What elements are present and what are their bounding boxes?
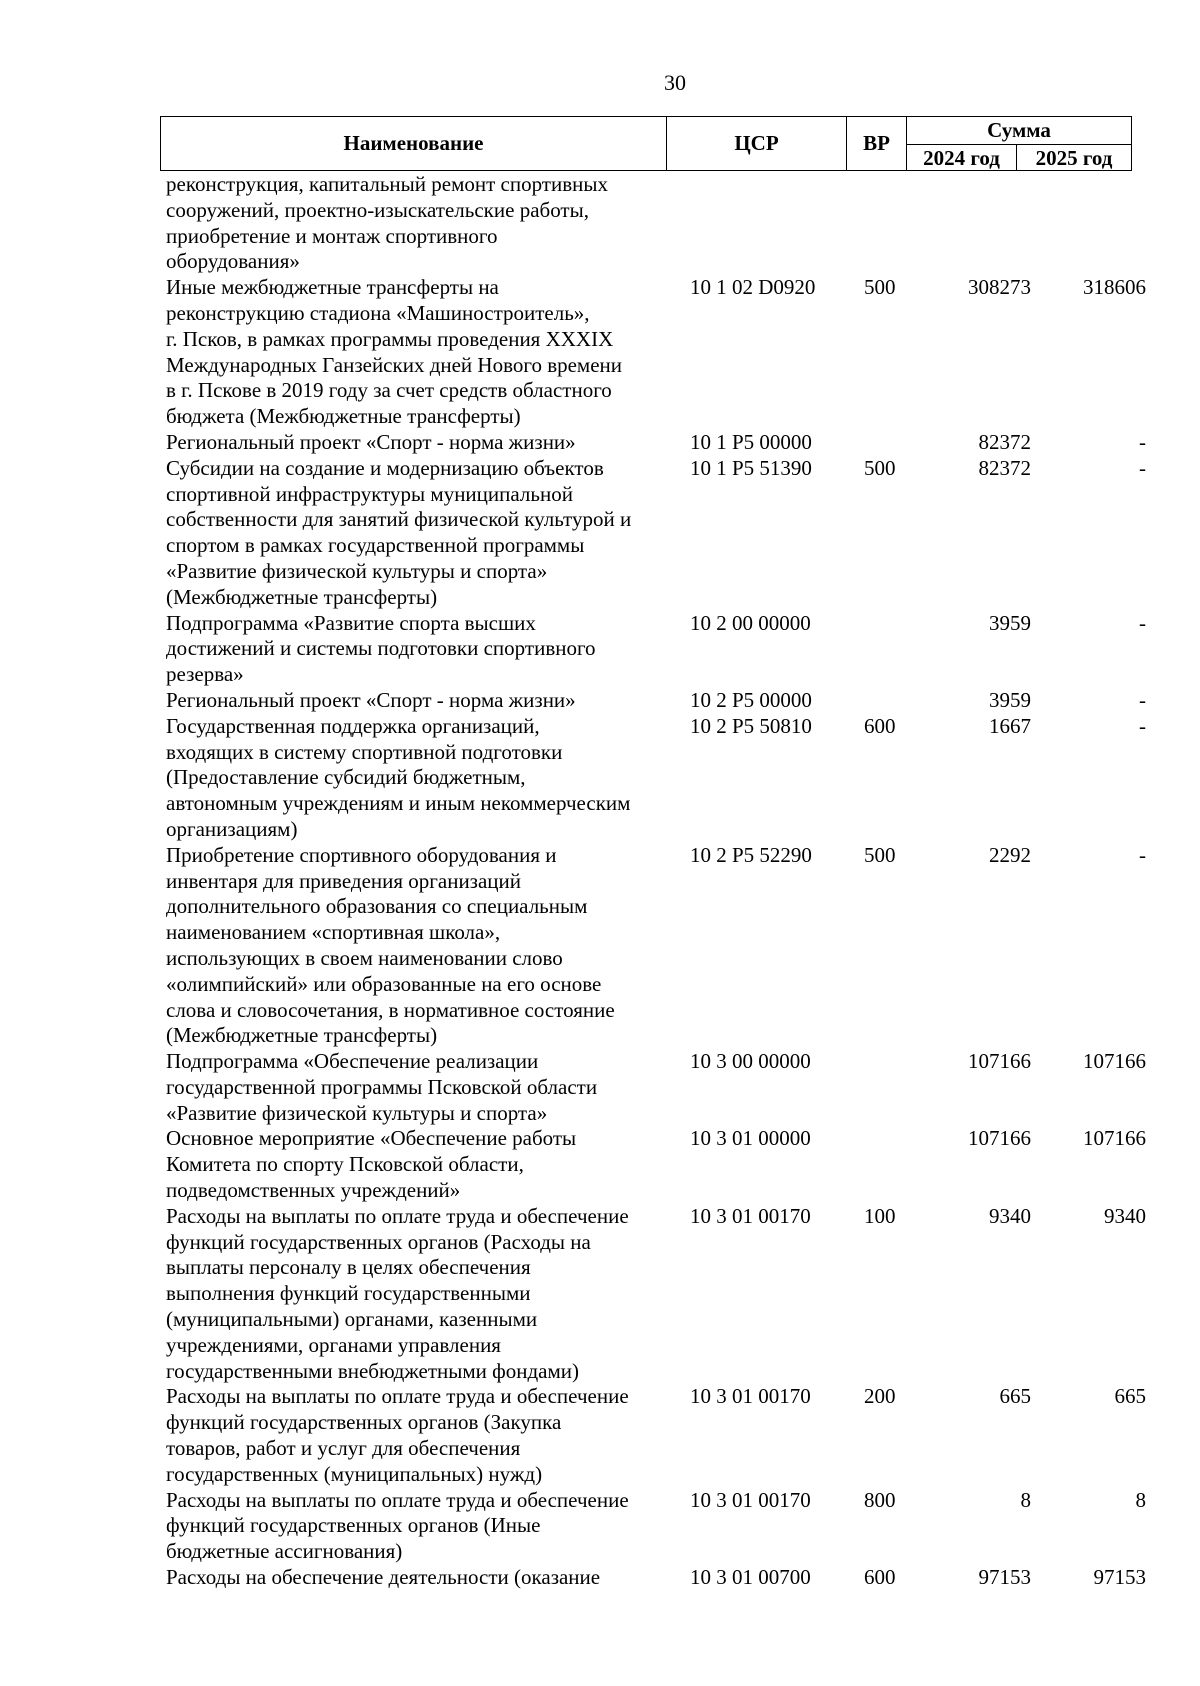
table-header xyxy=(160,116,1132,171)
row-sum-2025: - xyxy=(1139,429,1146,454)
table-row xyxy=(166,456,1166,611)
row-name: Региональный проект «Спорт - норма жизни» xyxy=(166,687,576,712)
row-csr: 10 3 01 00170 xyxy=(690,1203,811,1228)
row-csr: 10 2 P5 52290 xyxy=(690,842,812,867)
row-sum-2024: 82372 xyxy=(978,429,1031,454)
row-sum-2024: 308273 xyxy=(968,275,1031,300)
row-vr: 600 xyxy=(864,713,896,738)
row-vr: 500 xyxy=(864,455,896,480)
row-sum-2024: 2292 xyxy=(989,842,1031,867)
table-row xyxy=(166,714,1166,843)
row-name: Расходы на выплаты по оплате труда и обеспечение функций государственных органов (Расходы на выплаты персоналу в целях обеспечения выполнения функций государственными (муниципальными) органами, казенными учреждениями, органами управления государственными внебюджетными фондами) xyxy=(166,1203,629,1383)
table-row xyxy=(166,843,1166,1049)
header-sum: Сумма xyxy=(907,117,1131,145)
row-vr: 200 xyxy=(864,1384,896,1409)
row-vr: 800 xyxy=(864,1487,896,1512)
row-csr: 10 3 01 00170 xyxy=(690,1487,811,1512)
header-name: Наименование xyxy=(161,117,667,170)
row-name: Расходы на выплаты по оплате труда и обеспечение функций государственных органов (Закупка товаров, работ и услуг для обеспечения государственных (муниципальных) нужд) xyxy=(166,1384,629,1486)
row-csr: 10 3 01 00170 xyxy=(690,1384,811,1409)
row-sum-2024: 1667 xyxy=(989,713,1031,738)
table-row xyxy=(166,611,1166,688)
table-row xyxy=(166,430,1166,456)
row-sum-2025: 665 xyxy=(1114,1384,1146,1409)
row-name: Государственная поддержка организаций, входящих в систему спортивной подготовки (Предоставление субсидий бюджетным, автономным учреждениям и иным некоммерческим организациям) xyxy=(166,713,631,841)
table-row xyxy=(166,1488,1166,1565)
page-number: 30 xyxy=(664,70,686,95)
table-row xyxy=(166,688,1166,714)
header-vr: ВР xyxy=(847,117,907,170)
row-sum-2025: 8 xyxy=(1135,1487,1146,1512)
row-sum-2025: - xyxy=(1139,687,1146,712)
row-name: реконструкция, капитальный ремонт спортивных сооружений, проектно-изыскательские работы, приобретение и монтаж спортивного оборудования» xyxy=(166,172,608,274)
row-csr: 10 2 00 00000 xyxy=(690,610,811,635)
row-sum-2024: 107166 xyxy=(968,1126,1031,1151)
table-row xyxy=(166,1384,1166,1487)
row-csr: 10 3 01 00700 xyxy=(690,1565,811,1590)
table-body xyxy=(166,172,1166,1591)
row-name: Приобретение спортивного оборудования и инвентаря для приведения организаций дополнительного образования со специальным наименованием «спортивная школа», использующих в своем наименовании слово «олимпийский» или образованные на его основе слова и словосочетания, в нормативное состояние (Межбюджетные трансферты) xyxy=(166,842,615,1048)
header-csr: ЦСР xyxy=(667,117,847,170)
table-row xyxy=(166,275,1166,430)
row-sum-2024: 3959 xyxy=(989,687,1031,712)
row-csr: 10 3 01 00000 xyxy=(690,1126,811,1151)
row-vr: 500 xyxy=(864,842,896,867)
header-year-2024: 2024 год xyxy=(907,145,1017,171)
row-csr: 10 2 P5 00000 xyxy=(690,687,812,712)
row-csr: 10 1 P5 00000 xyxy=(690,429,812,454)
row-name: Основное мероприятие «Обеспечение работы Комитета по спорту Псковской области, подведомственных учреждений» xyxy=(166,1126,577,1203)
row-csr: 10 3 00 00000 xyxy=(690,1049,811,1074)
table-row xyxy=(166,1126,1166,1203)
row-name: Подпрограмма «Обеспечение реализации государственной программы Псковской области «Развитие физической культуры и спорта» xyxy=(166,1049,598,1125)
table-row xyxy=(166,172,1166,275)
row-sum-2024: 82372 xyxy=(978,455,1031,480)
row-name: Иные межбюджетные трансферты на реконструкцию стадиона «Машиностроитель», г. Псков, в рамках программы проведения XXXIX Международных Ганзейских дней Нового времени в г. Пскове в 2019 году за счет средств областного бюджета (Межбюджетные трансферты) xyxy=(166,275,623,429)
row-sum-2024: 9340 xyxy=(989,1203,1031,1228)
row-sum-2024: 665 xyxy=(999,1384,1031,1409)
row-name: Подпрограмма «Развитие спорта высших достижений и системы подготовки спортивного резерва» xyxy=(166,610,596,687)
row-sum-2025: - xyxy=(1139,842,1146,867)
row-vr: 500 xyxy=(864,275,896,300)
row-sum-2025: - xyxy=(1139,455,1146,480)
row-name: Расходы на обеспечение деятельности (оказание xyxy=(166,1565,601,1590)
table-row xyxy=(166,1049,1166,1126)
row-sum-2025: 97153 xyxy=(1093,1565,1146,1590)
row-vr: 600 xyxy=(864,1565,896,1590)
row-sum-2025: 9340 xyxy=(1104,1203,1146,1228)
table-row xyxy=(166,1565,1166,1591)
header-year-2025: 2025 год xyxy=(1035,145,1113,170)
row-sum-2024: 8 xyxy=(1020,1487,1031,1512)
row-sum-2025: 107166 xyxy=(1083,1049,1146,1074)
row-csr: 10 1 02 D0920 xyxy=(690,275,816,300)
row-name: Субсидии на создание и модернизацию объектов спортивной инфраструктуры муниципальной собственности для занятий физической культурой и спортом в рамках государственной программы «Развитие физической культуры и спорта» (Межбюджетные трансферты) xyxy=(166,455,632,609)
table-row xyxy=(166,1204,1166,1385)
row-name: Региональный проект «Спорт - норма жизни» xyxy=(166,429,576,454)
row-sum-2025: - xyxy=(1139,610,1146,635)
row-sum-2024: 107166 xyxy=(968,1049,1031,1074)
row-sum-2024: 97153 xyxy=(978,1565,1031,1590)
row-sum-2025: 107166 xyxy=(1083,1126,1146,1151)
row-vr: 100 xyxy=(864,1203,896,1228)
row-csr: 10 1 P5 51390 xyxy=(690,455,812,480)
row-csr: 10 2 P5 50810 xyxy=(690,713,812,738)
row-name: Расходы на выплаты по оплате труда и обеспечение функций государственных органов (Иные бюджетные ассигнования) xyxy=(166,1487,629,1564)
row-sum-2025: - xyxy=(1139,713,1146,738)
row-sum-2025: 318606 xyxy=(1083,275,1146,300)
row-sum-2024: 3959 xyxy=(989,610,1031,635)
